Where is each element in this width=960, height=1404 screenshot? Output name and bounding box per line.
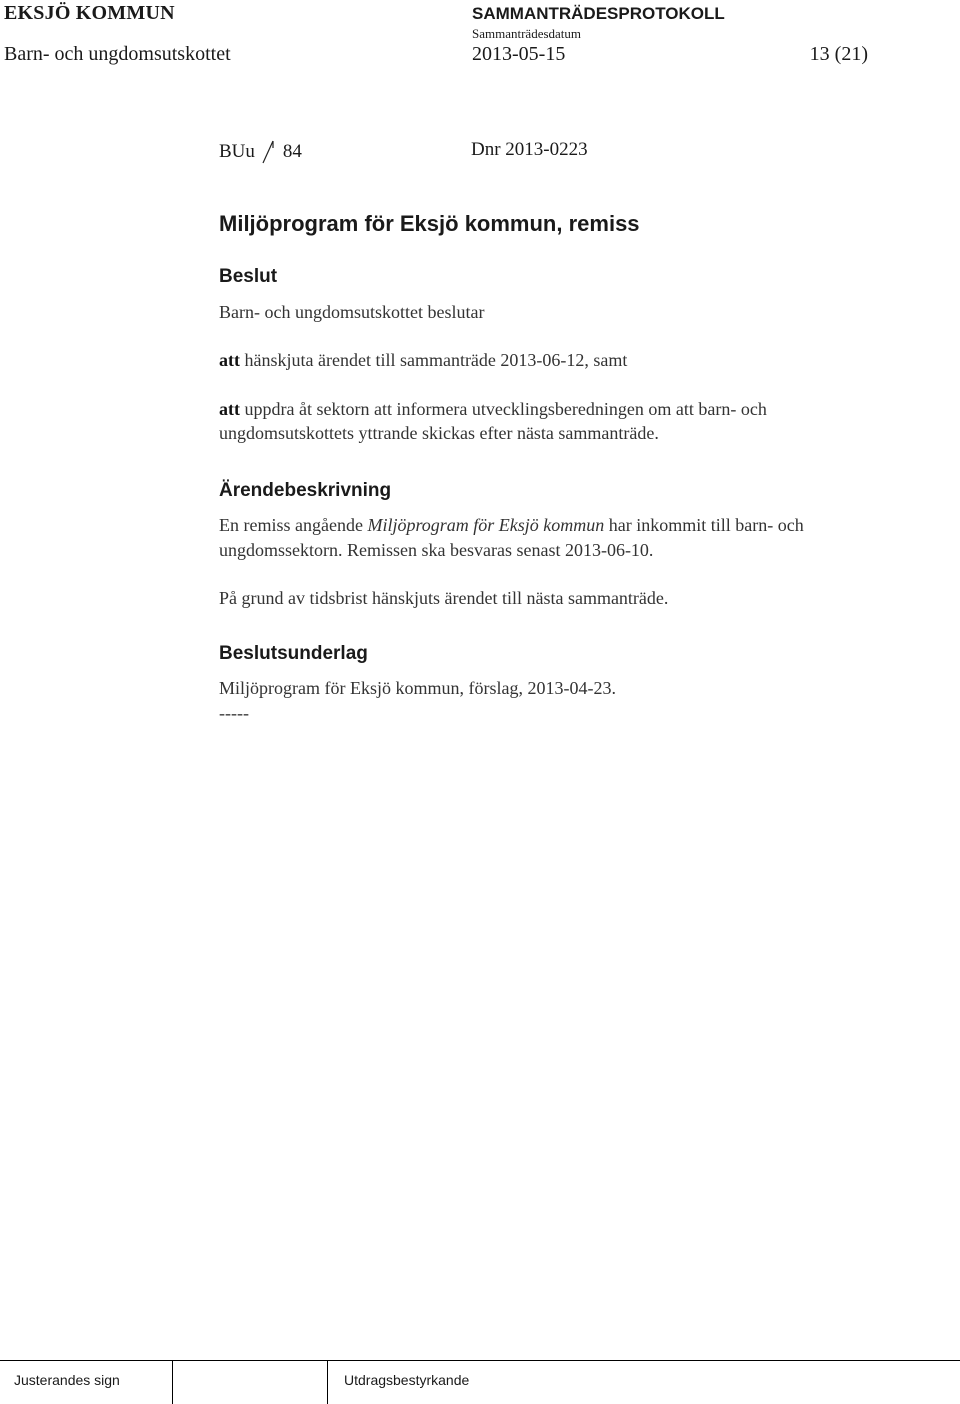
- footer-rule: [0, 1360, 960, 1361]
- decision-item-continuation: ungdomsutskottets yttrande skickas efter nästa sammanträde.: [219, 423, 659, 443]
- referenced-document-title: Miljöprogram för Eksjö kommun: [367, 515, 605, 535]
- description-paragraph-2: På grund av tidsbrist hänskjuts ärendet till nästa sammanträde.: [219, 588, 669, 608]
- paragraph-reference: [219, 139, 302, 165]
- end-marker: -----: [219, 703, 249, 723]
- meeting-date-label: Sammanträdesdatum: [472, 26, 582, 41]
- description-paragraph-continuation: ungdomssektorn. Remissen ska besvaras senast 2013-06-10.: [219, 540, 654, 560]
- decision-item: [219, 350, 627, 371]
- organization-name: EKSJÖ KOMMUN: [4, 2, 175, 24]
- description-text: har inkommit till barn- och: [604, 515, 804, 535]
- footer-divider: [327, 1360, 328, 1404]
- paragraph-prefix: BUu: [219, 141, 255, 162]
- paragraph-number: 84: [282, 141, 302, 162]
- decision-intro: Barn- och ungdomsutskottet beslutar: [219, 302, 485, 322]
- decision-item: [219, 399, 767, 420]
- decision-item-lead: att: [219, 399, 240, 419]
- basis-document: Miljöprogram för Eksjö kommun, förslag, 2013-04-23.: [219, 678, 616, 698]
- document-type: SAMMANTRÄDESPROTOKOLL: [472, 4, 725, 23]
- case-title: Miljöprogram för Eksjö kommun, remiss: [219, 211, 640, 236]
- page-number: 13 (21): [809, 43, 868, 65]
- footer-divider: [172, 1360, 173, 1404]
- section-sign-icon: [261, 139, 275, 165]
- case-number: Dnr 2013-0223: [471, 139, 588, 160]
- committee-name: Barn- och ungdomsutskottet: [4, 43, 231, 65]
- decision-item-lead: att: [219, 350, 240, 370]
- description-heading: Ärendebeskrivning: [219, 480, 392, 501]
- signature-label: Justerandes sign: [14, 1372, 120, 1388]
- description-text: En remiss angående: [219, 515, 368, 535]
- decision-item-text: uppdra åt sektorn att informera utvecklingsberedningen om att barn- och: [244, 399, 767, 419]
- description-paragraph: [219, 515, 804, 536]
- meeting-date: 2013-05-15: [472, 43, 566, 65]
- certified-extract-label: Utdragsbestyrkande: [344, 1372, 470, 1388]
- basis-heading: Beslutsunderlag: [219, 643, 368, 664]
- decision-item-text: hänskjuta ärendet till sammanträde 2013-06-12, samt: [244, 350, 628, 370]
- decision-heading: Beslut: [219, 266, 278, 287]
